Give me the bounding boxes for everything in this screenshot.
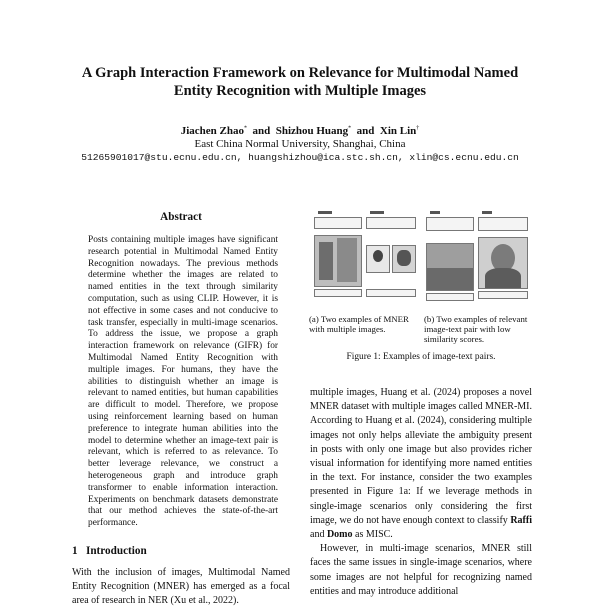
caption-a-text: Two examples of MNER with multiple images.	[309, 314, 409, 335]
figure-1-caption: Figure 1: Examples of image-text pairs.	[346, 352, 496, 362]
conjunction: and	[310, 529, 325, 541]
introduction-text: With the inclusion of images, Multimodal Named Entity Recognition (MNER) has emerged as a focal area of research in NER (Xu et al., 2022).	[72, 567, 290, 607]
section-title: Introduction	[85, 545, 147, 557]
paragraph-1-end: as MISC.	[355, 529, 393, 541]
section-number: 1	[72, 545, 78, 557]
entity-raffi: Raffi	[510, 514, 532, 526]
abstract-text: Posts containing multiple images have significant research potential in Multimodal Named Entity Recognition nowadays. The previous methods determine whether the images are related to named entities in the text through similarity computation, such as using CLIP. However, it is not effective in some cases and not conducive to task transfer, especially in multi-image scenarios. To address the issue, we propose a graph interaction framework on relevance (GIFR) for Multimodal Named Entity Recognition with multiple images. For humans, they have the abilities to distinguish whether an image is relevant to named entities, but human capabilities are difficult to model. Therefore, we propose using reinforcement learning based on human preference to integrate human abilities into the model to determine whether an image-text pair is relevant, which is referred to as relevance. To better leverage relevance, we construct a heterogeneous graph and introduce graph transformer to enable information interaction. Experiments on benchmark datasets demonstrate that our method achieves the state-of-the-art performance.	[88, 235, 278, 529]
caption-b-label: (b)	[424, 314, 435, 324]
paragraph-1	[310, 386, 532, 542]
author-emails: 51265901017@stu.ecnu.edu.cn, huangshizhou@ica.stc.sh.cn, xlin@cs.ecnu.edu.cn	[81, 152, 519, 163]
photo-thumbnail	[426, 243, 474, 291]
paper-title	[40, 64, 560, 100]
figure-1a-image	[312, 205, 416, 315]
paragraph-1-text: multiple images, Huang et al. (2024) proposes a novel MNER dataset with multiple images called MNER-MI. According to Huang et al. (2024), considering multiple images not only helps alleviate the ambiguity present in posts with only one image but also provides richer visual information for identifying more named entities in the text. For instance, consider the two examples presented in Figure 1a: If we leverage methods in single-image scenarios only considering the first image, we do not have enough context to classify	[310, 387, 532, 526]
photo-thumbnail	[366, 245, 390, 273]
affiliation: East China Normal University, Shanghai, China	[194, 138, 406, 150]
title-line-1: A Graph Interaction Framework on Relevance for Multimodal Named	[81, 65, 519, 81]
photo-thumbnail	[478, 237, 528, 289]
abstract-heading: Abstract	[160, 211, 202, 223]
photo-thumbnail	[392, 245, 416, 273]
abstract-body	[88, 235, 278, 530]
author-1: Jiachen Zhao	[180, 125, 244, 137]
section-heading-introduction	[72, 545, 147, 557]
figure-1b-caption	[424, 314, 532, 345]
figure-1b-image	[424, 205, 528, 315]
caption-b-text: Two examples of relevant image-text pair with low similarity scores.	[424, 314, 528, 345]
figure-1a-caption	[309, 314, 415, 334]
right-column-text	[310, 386, 532, 599]
photo-thumbnail	[314, 235, 362, 287]
caption-a-label: (a)	[309, 314, 319, 324]
author-list: Jiachen Zhao* and Shizhou Huang* and Xin Lin†	[180, 125, 420, 137]
author-2: Shizhou Huang	[275, 125, 349, 137]
title-line-2: Entity Recognition with Multiple Images	[173, 83, 427, 99]
author-3: Xin Lin	[379, 125, 417, 137]
entity-domo: Domo	[326, 529, 353, 541]
paragraph-2: However, in multi-image scenarios, MNER still faces the same issues in single-image scenarios, where some images are not helpful for recognizing named entities and may introduce additional	[310, 543, 532, 597]
